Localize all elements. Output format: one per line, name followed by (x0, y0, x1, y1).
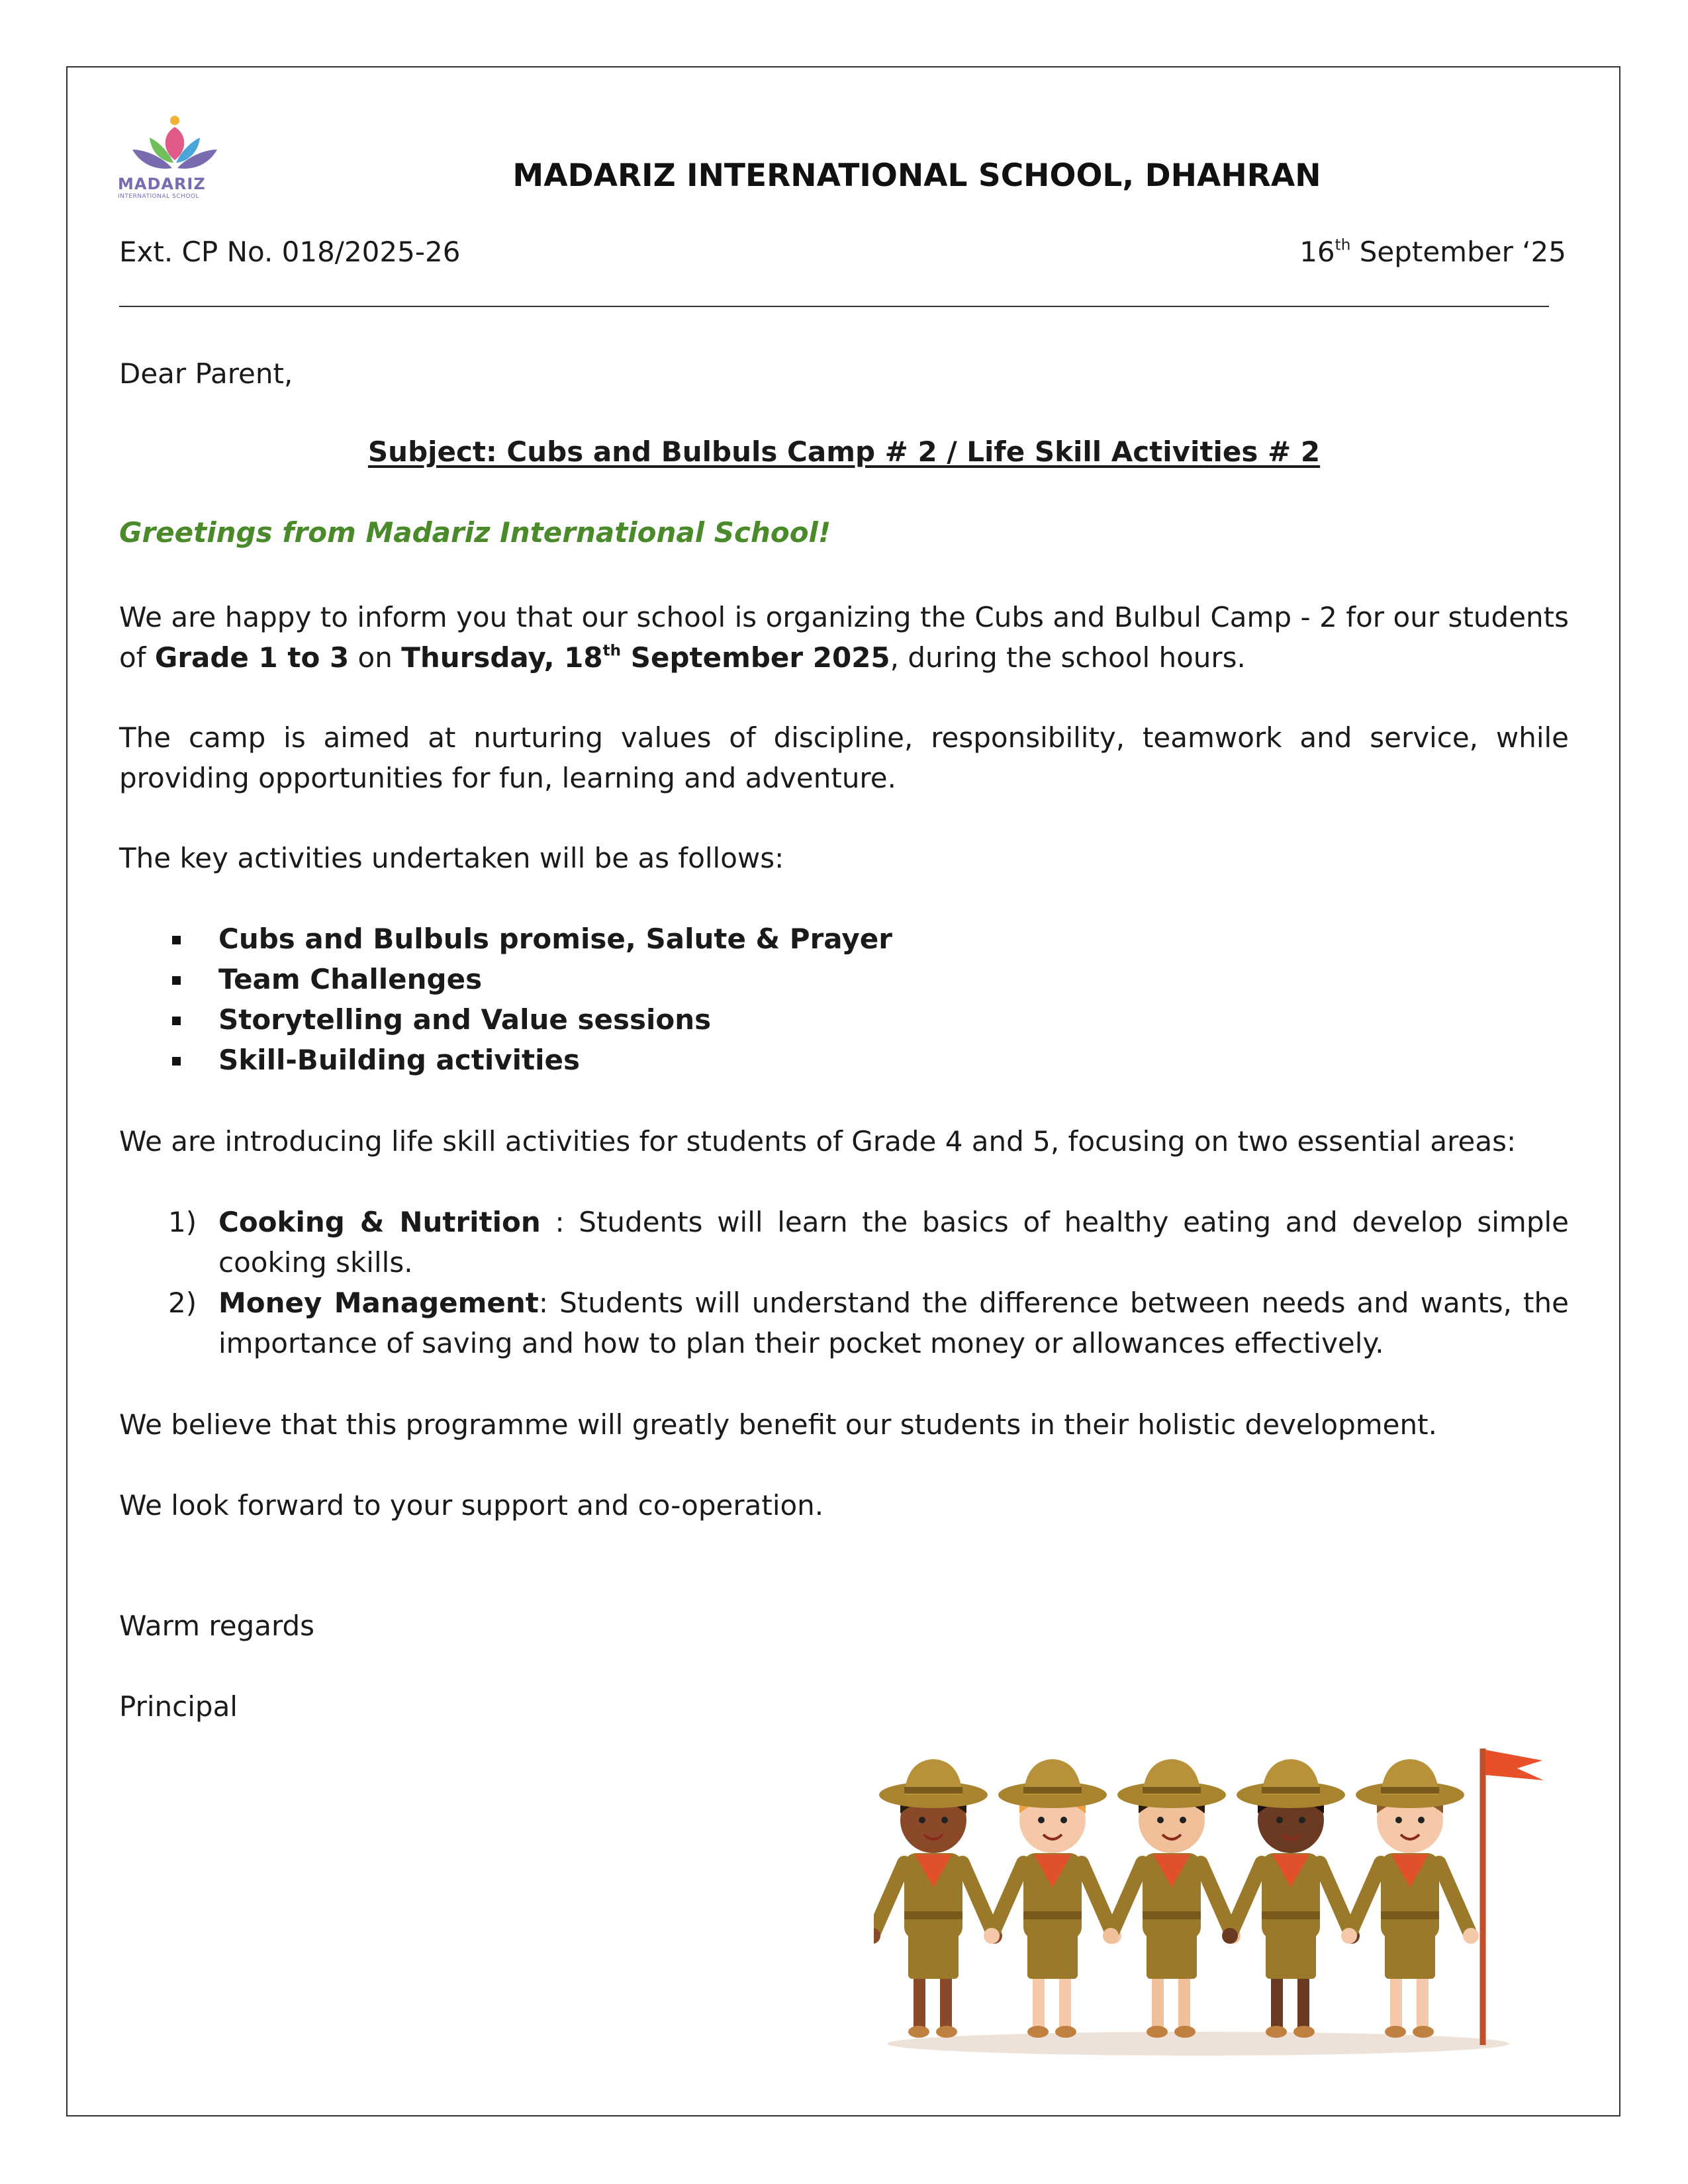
activity-label: Team Challenges (218, 963, 483, 995)
list-item (119, 999, 1569, 1040)
paragraph-activities-intro: The key activities undertaken will be as follows: (119, 842, 784, 874)
reference-number: Ext. CP No. 018/2025-26 (119, 236, 461, 268)
activity-label: Cubs and Bulbuls promise, Salute & Prayer (218, 923, 892, 955)
bullet-marker (172, 976, 181, 985)
para1-date-suffix: th (602, 642, 622, 660)
logo-wordmark: MADARIZ (118, 175, 206, 193)
bullet-marker (172, 936, 181, 944)
scout-child (984, 1759, 1121, 2038)
scout-child (1341, 1759, 1479, 2038)
para1-text-1: We are happy to inform you that our school is organizing the Cubs and Bulbul Camp - 2 for our students of (119, 601, 1569, 674)
life-skills-list (119, 1202, 1569, 1363)
item-title: Cooking & Nutrition (218, 1206, 541, 1238)
para1-date-day: Thursday, 18 (401, 641, 603, 674)
para1-date-month: September 2025 (621, 641, 890, 674)
scout-child (1103, 1759, 1241, 2038)
list-item (119, 1283, 1569, 1363)
salutation: Dear Parent, (119, 357, 293, 390)
signature: Principal (119, 1690, 238, 1723)
school-name: MADARIZ INTERNATIONAL SCHOOL, DHAHRAN (512, 158, 1321, 194)
date-day: 16 (1299, 236, 1335, 268)
subject-line: Subject: Cubs and Bulbuls Camp # 2 / Life Skill Activities # 2 (367, 435, 1321, 468)
paragraph-camp-info (119, 597, 1569, 678)
para1-text-3: , during the school hours. (890, 641, 1246, 674)
para1-date (401, 641, 890, 674)
activity-label: Skill-Building activities (218, 1044, 580, 1076)
item-number: 1) (168, 1206, 197, 1238)
closing: Warm regards (119, 1610, 315, 1642)
paragraph-support: We look forward to your support and co-operation. (119, 1489, 824, 1522)
list-item (119, 919, 1569, 959)
header-divider (119, 306, 1549, 307)
activity-label: Storytelling and Value sessions (218, 1003, 712, 1036)
item-text: : Students will understand the difference between needs and wants, the importance of saving and how to plan their pocket money or allowances effectively. (218, 1287, 1569, 1359)
letter-date (1299, 236, 1566, 268)
item-text: : Students will learn the basics of healthy eating and develop simple cooking skills. (218, 1206, 1569, 1279)
scout-children-illustration (874, 1734, 1549, 2058)
logo-subtitle: INTERNATIONAL SCHOOL (118, 193, 199, 200)
greeting: Greetings from Madariz International School! (119, 516, 831, 549)
paragraph-camp-aim: The camp is aimed at nurturing values of discipline, responsibility, teamwork and service, while providing opportunities for fun, learning and adventure. (119, 721, 1569, 794)
scout-child (1222, 1759, 1360, 2038)
item-number: 2) (168, 1287, 197, 1319)
date-rest: September ‘25 (1350, 236, 1566, 268)
bullet-marker (172, 1057, 181, 1066)
list-item (119, 1202, 1569, 1283)
para1-text-2: on (349, 641, 402, 674)
scout-child (874, 1759, 1002, 2038)
activities-list (119, 919, 1569, 1080)
list-item (119, 959, 1569, 999)
list-item (119, 1040, 1569, 1080)
bullet-marker (172, 1017, 181, 1025)
item-title: Money Management (218, 1287, 539, 1319)
para1-grades: Grade 1 to 3 (154, 641, 350, 674)
paragraph-life-skills-intro: We are introducing life skill activities for students of Grade 4 and 5, focusing on two essential areas: (119, 1125, 1517, 1158)
paragraph-benefit: We believe that this programme will greatly benefit our students in their holistic development. (119, 1408, 1437, 1441)
date-suffix: th (1335, 236, 1351, 254)
